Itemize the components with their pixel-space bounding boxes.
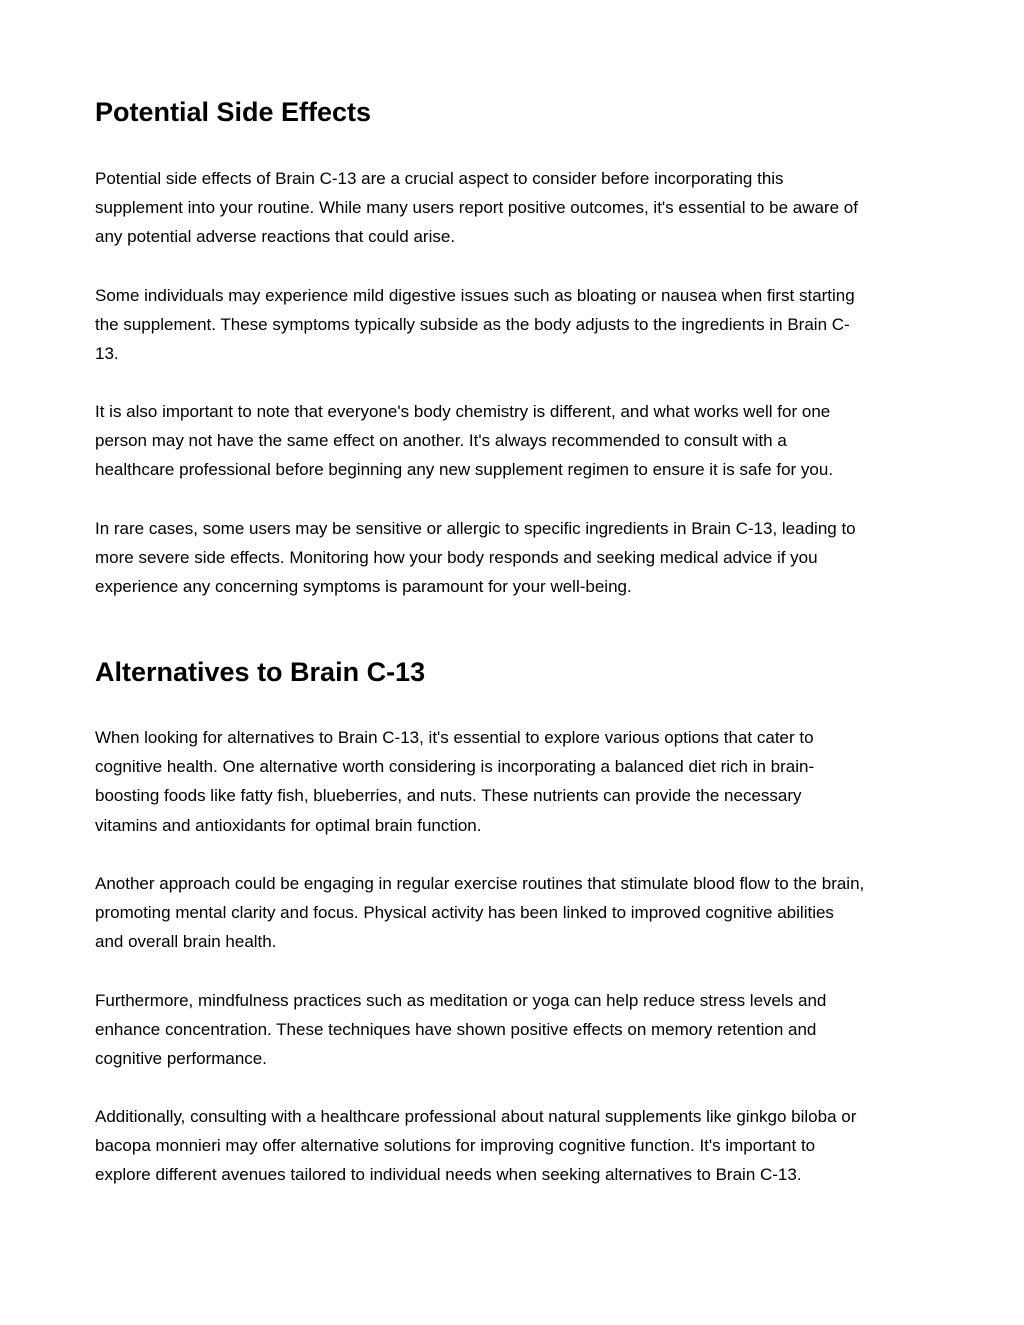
text-line: boosting foods like fatty fish, blueberries, and nuts. These nutrients can provide the necessary [95,786,802,806]
text-line: more severe side effects. Monitoring how your body responds and seeking medical advice if you [95,548,818,568]
paragraph [95,986,826,1074]
paragraph [95,281,855,369]
text-line: cognitive performance. [95,1049,267,1069]
paragraph [95,1102,856,1190]
paragraph [95,514,856,602]
text-line: supplement into your routine. While many users report positive outcomes, it's essential to be aware of [95,198,858,218]
text-line: bacopa monnieri may offer alternative solutions for improving cognitive function. It's important to [95,1136,816,1156]
paragraph [95,869,864,957]
text-line: Potential side effects of Brain C-13 are a crucial aspect to consider before incorporating this [95,169,784,188]
text-line: Additionally, consulting with a healthcare professional about natural supplements like ginkgo biloba or [95,1107,857,1126]
paragraph [95,723,814,840]
text-line: It is also important to note that everyone's body chemistry is different, and what works well for one [95,402,831,421]
text-line: experience any concerning symptoms is paramount for your well-being. [95,577,632,597]
text-line: 13. [95,344,119,364]
section-heading-alternatives: Alternatives to Brain C-13 [95,657,426,687]
text-line: In rare cases, some users may be sensitive or allergic to specific ingredients in Brain C-13, leading to [95,519,856,538]
text-line: promoting mental clarity and focus. Physical activity has been linked to improved cognitive abilities [95,903,834,923]
text-line: any potential adverse reactions that could arise. [95,227,456,247]
text-line: cognitive health. One alternative worth considering is incorporating a balanced diet rich in brain- [95,757,815,777]
text-line: and overall brain health. [95,932,277,952]
paragraph [95,164,858,252]
text-line: person may not have the same effect on another. It's always recommended to consult with a [95,431,787,451]
text-line: Another approach could be engaging in regular exercise routines that stimulate blood flow to the brain, [95,874,865,893]
text-line: When looking for alternatives to Brain C-13, it's essential to explore various options that cater to [95,728,814,747]
text-line: Furthermore, mindfulness practices such as meditation or yoga can help reduce stress levels and [95,991,827,1010]
text-line: healthcare professional before beginning any new supplement regimen to ensure it is safe for you. [95,460,834,480]
text-line: explore different avenues tailored to individual needs when seeking alternatives to Brain C-13. [95,1165,802,1185]
text-line: vitamins and antioxidants for optimal brain function. [95,815,482,835]
text-line: the supplement. These symptoms typically subside as the body adjusts to the ingredients in Brain C- [95,315,850,335]
section-heading-side-effects: Potential Side Effects [95,97,372,127]
text-line: Some individuals may experience mild digestive issues such as bloating or nausea when first starting [95,286,855,305]
text-line: enhance concentration. These techniques have shown positive effects on memory retention and [95,1020,817,1040]
paragraph [95,397,833,485]
